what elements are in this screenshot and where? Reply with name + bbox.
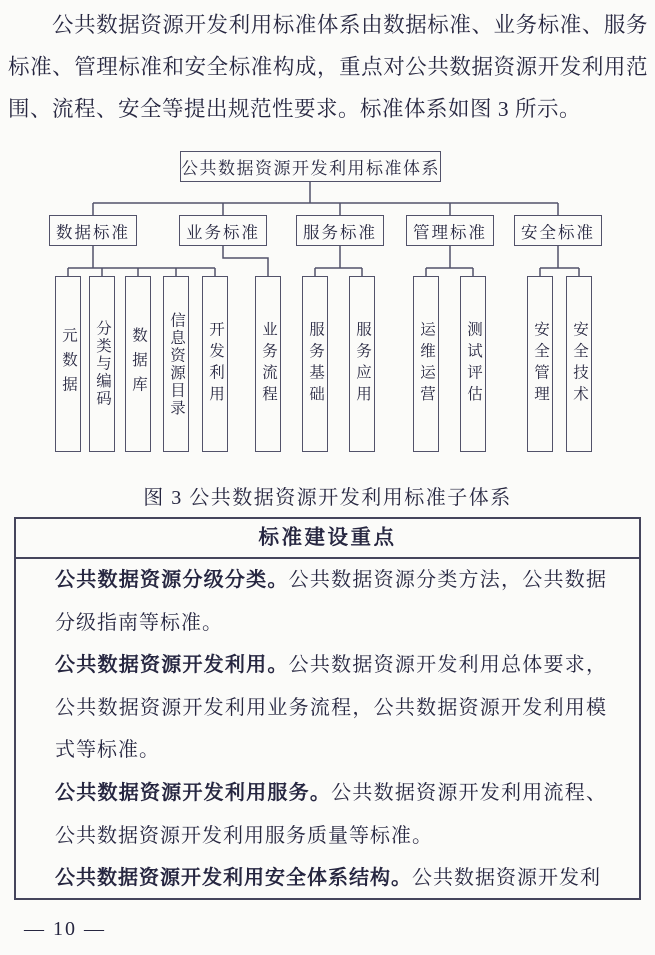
leaf-ops-maintenance: 运维运营	[413, 276, 439, 452]
row-term: 公共数据资源开发利用安全体系结构。	[55, 867, 412, 890]
table-row	[55, 559, 607, 644]
leaf-database: 数据库	[125, 276, 151, 452]
intro-line-1: 公共数据资源开发利用标准体系由数据标准、业务标准、服务	[52, 13, 648, 37]
intro-line-3: 围、流程、安全等提出规范性要求。标准体系如图 3 所示。	[8, 97, 582, 121]
leaf-service-application: 服务应用	[349, 276, 375, 452]
leaf-info-resource-catalog: 信息资源目录	[163, 276, 189, 452]
table-row	[55, 772, 607, 857]
row-description: 公共数据资源开发利用流程、公共数据资源开发利用服务质量等标准。	[55, 781, 608, 847]
key-points-table	[14, 517, 641, 900]
row-description: 公共数据资源分类方法，公共数据分级指南等标准。	[55, 569, 608, 634]
leaf-service-foundation: 服务基础	[302, 276, 328, 452]
row-term: 公共数据资源开发利用。	[55, 654, 289, 677]
leaf-security-technology: 安全技术	[566, 276, 592, 452]
intro-paragraph	[8, 4, 648, 130]
table-header: 标准建设重点	[16, 519, 639, 559]
row-term: 公共数据资源开发利用服务。	[55, 781, 332, 804]
intro-line-2: 标准、管理标准和安全标准构成，重点对公共数据资源开发利用范	[8, 55, 648, 79]
leaf-classification-coding: 分类与编码	[89, 276, 115, 452]
node-management-standards: 管理标准	[406, 215, 494, 246]
table-row	[55, 857, 607, 900]
table-body	[16, 559, 639, 900]
row-description: 公共数据资源开发利	[412, 867, 601, 890]
figure-caption: 图 3 公共数据资源开发利用标准子体系	[143, 487, 512, 509]
node-service-standards: 服务标准	[296, 215, 384, 246]
leaf-metadata: 元数据	[55, 276, 81, 452]
leaf-development-utilization: 开发利用	[202, 276, 228, 452]
node-data-standards: 数据标准	[49, 215, 137, 246]
leaf-security-management: 安全管理	[527, 276, 553, 452]
node-standard-system-root: 公共数据资源开发利用标准体系	[180, 151, 441, 182]
node-security-standards: 安全标准	[514, 215, 602, 246]
page-number: — 10 —	[24, 918, 106, 940]
row-term: 公共数据资源分级分类。	[55, 569, 289, 591]
leaf-testing-evaluation: 测试评估	[460, 276, 486, 452]
node-business-standards: 业务标准	[179, 215, 267, 246]
leaf-business-process: 业务流程	[255, 276, 281, 452]
table-row	[55, 644, 607, 772]
row-description: 公共数据资源开发利用总体要求，公共数据资源开发利用业务流程，公共数据资源开发利用模式等标准。	[55, 654, 608, 762]
